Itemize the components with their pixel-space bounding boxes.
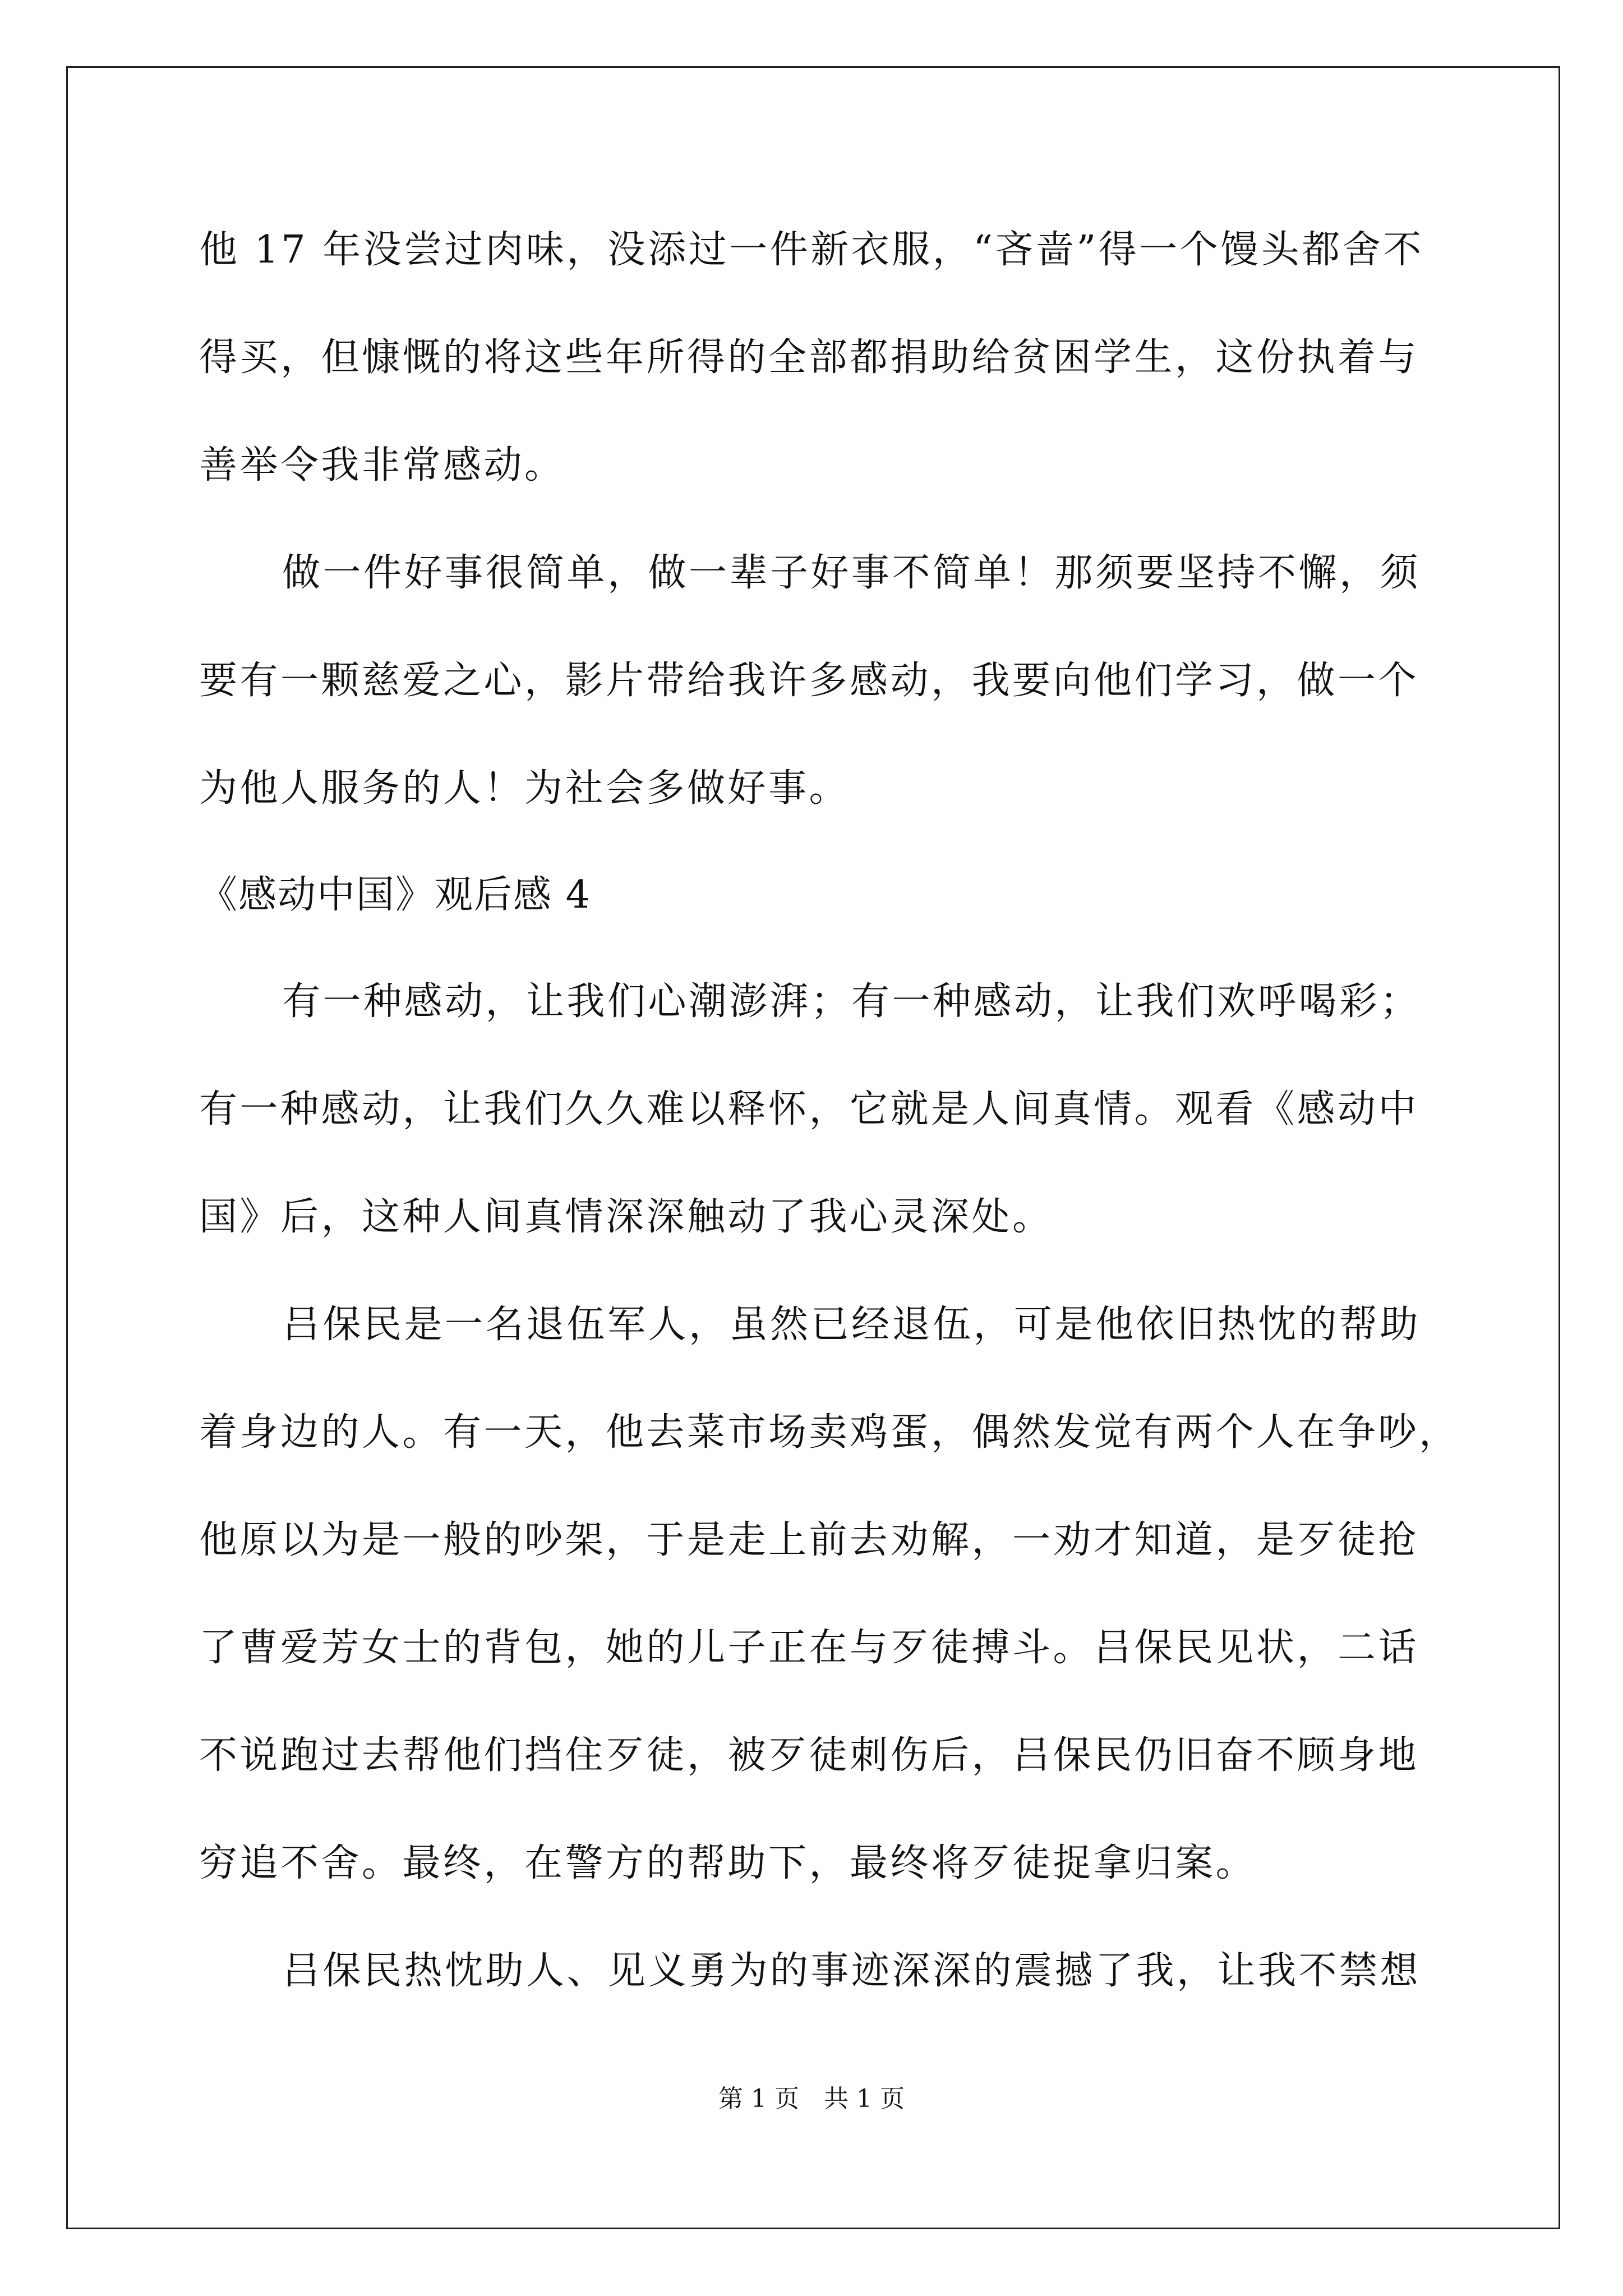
paragraph-first-line: 做一件好事很简单，做一辈子好事不简单！那须要坚持不懈，须 bbox=[282, 551, 1421, 595]
body-line: 得买，但慷慨的将这些年所得的全部都捐助给贫困学生，这份执着与 bbox=[199, 335, 1419, 380]
body-line: 要有一颗慈爱之心，影片带给我许多感动，我要向他们学习，做一个 bbox=[199, 659, 1419, 703]
page-border bbox=[66, 66, 1560, 2229]
body-line: 不说跑过去帮他们挡住歹徒，被歹徒刺伤后，吕保民仍旧奋不顾身地 bbox=[199, 1733, 1419, 1778]
body-line: 他 17 年没尝过肉味，没添过一件新衣服，“吝啬”得一个馒头都舍不 bbox=[199, 228, 1424, 272]
paragraph-first-line: 吕保民是一名退伍军人，虽然已经退伍，可是他依旧热忱的帮助 bbox=[282, 1303, 1421, 1347]
body-line: 穷追不舍。最终，在警方的帮助下，最终将歹徒捉拿归案。 bbox=[199, 1841, 1257, 1885]
body-line: 国》后，这种人间真情深深触动了我心灵深处。 bbox=[199, 1195, 1053, 1239]
body-line: 了曹爱芳女士的背包，她的儿子正在与歹徒搏斗。吕保民见状，二话 bbox=[199, 1626, 1419, 1670]
paragraph-first-line: 吕保民热忱助人、见义勇为的事迹深深的震撼了我，让我不禁想 bbox=[282, 1949, 1421, 1993]
paragraph-first-line: 有一种感动，让我们心潮澎湃；有一种感动，让我们欢呼喝彩； bbox=[282, 979, 1421, 1024]
body-line: 为他人服务的人！为社会多做好事。 bbox=[199, 766, 850, 811]
body-line: 善举令我非常感动。 bbox=[199, 443, 565, 487]
page-footer: 第 1 页 共 1 页 bbox=[718, 2085, 905, 2113]
body-line: 有一种感动，让我们久久难以释怀，它就是人间真情。观看《感动中 bbox=[199, 1087, 1419, 1131]
section-heading: 《感动中国》观后感 4 bbox=[199, 873, 591, 917]
body-line: 着身边的人。有一天，他去菜市场卖鸡蛋，偶然发觉有两个人在争吵， bbox=[199, 1410, 1460, 1455]
body-line: 他原以为是一般的吵架，于是走上前去劝解，一劝才知道，是歹徒抢 bbox=[199, 1518, 1419, 1562]
